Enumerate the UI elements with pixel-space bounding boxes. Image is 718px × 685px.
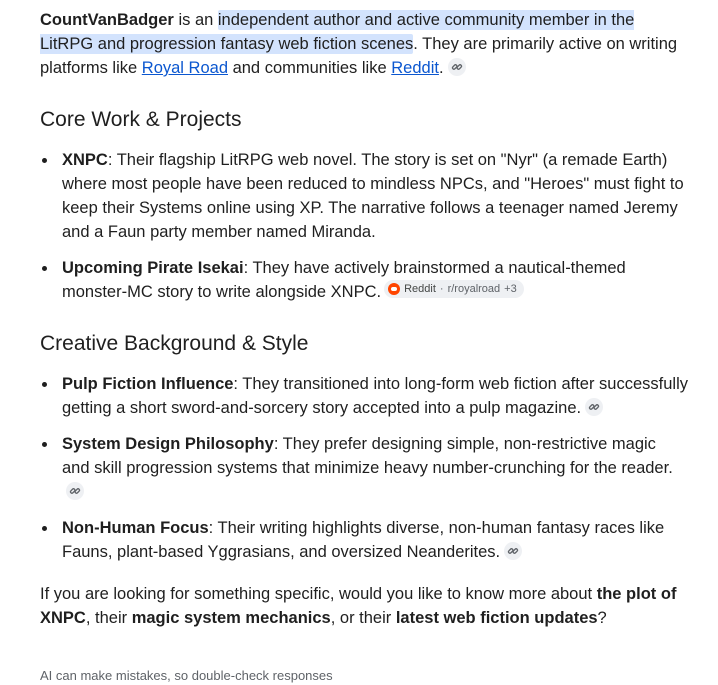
citation-link-icon[interactable] bbox=[66, 482, 84, 500]
intro-paragraph: CountVanBadger is an independent author and active community member in the LitRPG and progression fantasy web fiction scenes. They are primarily active on writing platforms like Royal Road and communities like Reddit. bbox=[40, 11, 678, 77]
reddit-icon bbox=[388, 283, 400, 295]
section-heading-creative-background: Creative Background & Style bbox=[40, 332, 309, 355]
closing-paragraph: If you are looking for something specific, would you like to know more about the plot of XNPC, their magic system mechanics, or their latest web fiction updates? bbox=[40, 585, 677, 627]
royal-road-link[interactable]: Royal Road bbox=[141, 59, 228, 77]
citation-link-icon[interactable] bbox=[585, 398, 603, 416]
disclaimer-text: AI can make mistakes, so double-check responses bbox=[40, 668, 333, 683]
list-item: XNPC: Their flagship LitRPG web novel. The story is set on "Nyr" (a remade Earth) where most people have been reduced to mindless NPCs, and "Heroes" must fight to keep their Systems online using XP. The narrative follows a teenager named Jeremy and a Faun party member named Miranda. bbox=[40, 148, 688, 244]
author-name: CountVanBadger bbox=[40, 11, 174, 29]
core-work-list bbox=[40, 148, 688, 304]
citation-link-icon[interactable] bbox=[448, 58, 466, 76]
section-heading-core-work: Core Work & Projects bbox=[40, 108, 242, 131]
creative-background-list bbox=[40, 372, 688, 564]
list-item: Pulp Fiction Influence: They transitioned into long-form web fiction after successfully getting a short sword-and-sorcery story accepted into a pulp magazine. bbox=[40, 372, 688, 420]
reddit-link[interactable]: Reddit bbox=[391, 59, 439, 77]
citation-link-icon[interactable] bbox=[504, 542, 522, 560]
source-chip[interactable]: Reddit · r/royalroad +3 bbox=[384, 280, 524, 298]
list-item: System Design Philosophy: They prefer designing simple, non-restrictive magic and skill progression systems that minimize heavy number-crunching for the reader. bbox=[40, 432, 688, 504]
list-item: Upcoming Pirate Isekai: They have actively brainstormed a nautical-themed monster-MC story to write alongside XNPC. Reddit · r/royalroad +3 bbox=[40, 256, 688, 304]
highlighted-text: independent author and active community member in the LitRPG and progression fantasy web fiction scenes bbox=[40, 11, 635, 53]
list-item: Non-Human Focus: Their writing highlights diverse, non-human fantasy races like Fauns, plant-based Yggrasians, and oversized Neanderites. bbox=[40, 516, 688, 564]
